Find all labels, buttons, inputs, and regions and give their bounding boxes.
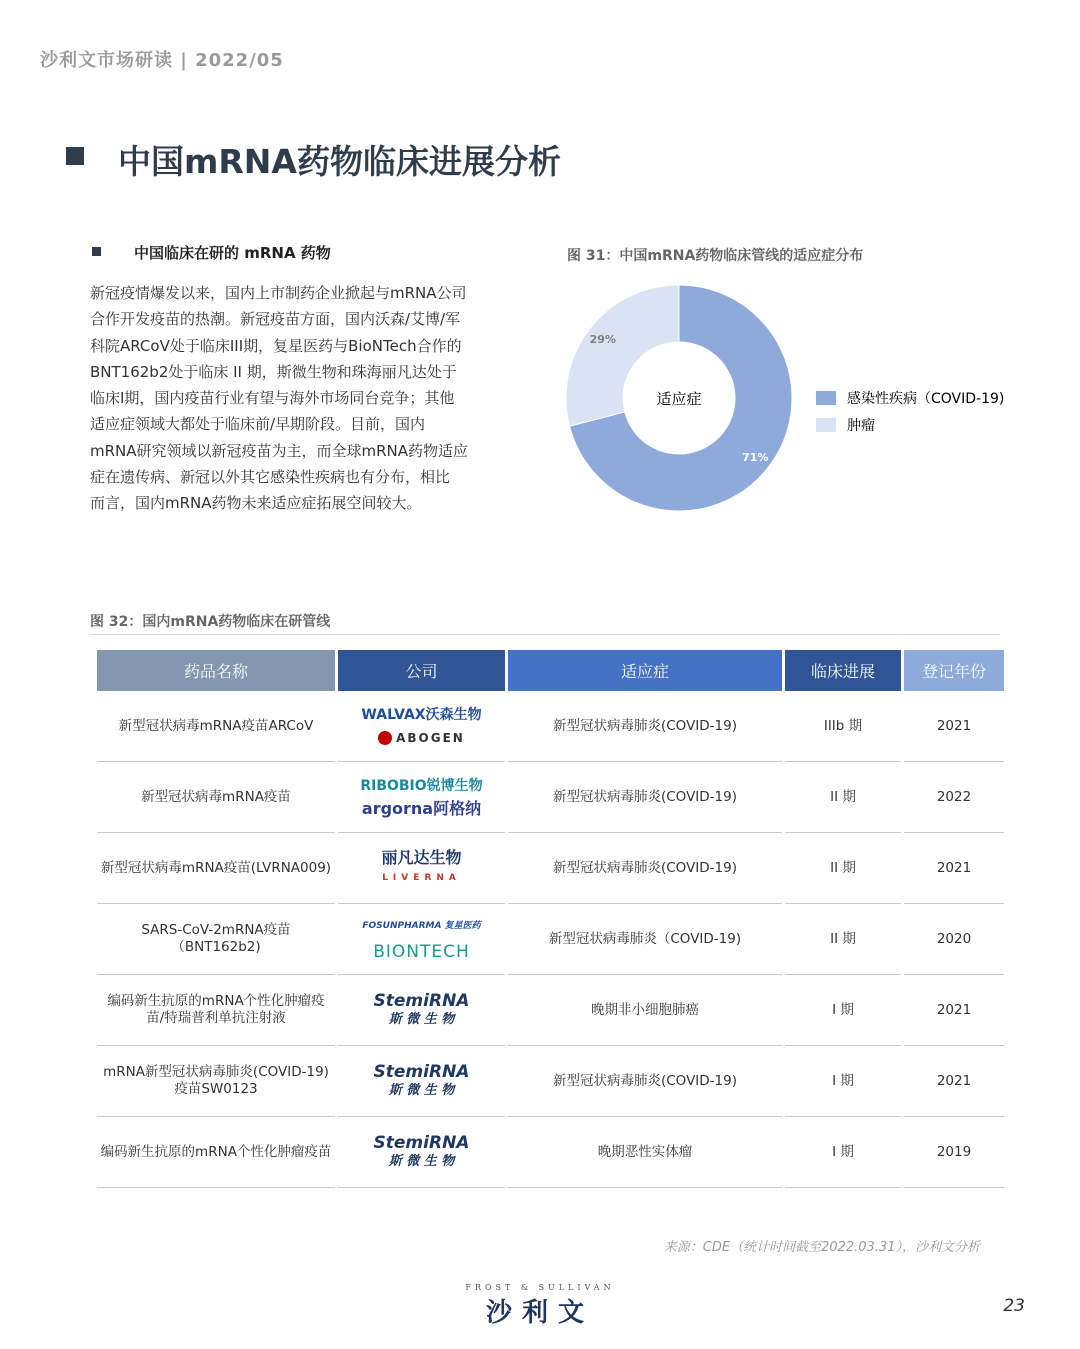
company-logos [338,833,505,904]
drug-name: 编码新生抗原的mRNA个性化肿瘤疫苗/特瑞普利单抗注射液 [97,975,335,1046]
company-logo-walvax: WALVAX沃森生物 [361,706,482,723]
company-logo-stemirna: StemiRNA [373,1132,470,1153]
company-logos [338,904,505,975]
drug-name: 新型冠状病毒mRNA疫苗(LVRNA009) [97,833,335,904]
body-paragraph [90,280,500,517]
indication: 新型冠状病毒肺炎(COVID-19) [508,833,782,904]
paragraph-line: 症在遗传病、新冠以外其它感染性疾病也有分布，相比 [90,468,451,487]
clinical-phase: I 期 [785,1046,901,1117]
table-header-row [97,650,1004,691]
title-square-icon [66,147,84,165]
company-logo-stemirna: StemiRNA [373,1061,470,1082]
page-number: 23 [1003,1296,1025,1316]
company-logo-ribobio: RIBOBIO锐博生物 [360,777,483,794]
table-row [97,1046,1004,1117]
slice-label-infectious: 71% [742,451,769,465]
indication: 新型冠状病毒肺炎（COVID-19) [508,904,782,975]
paragraph-line: 科院ARCoV处于临床III期，复星医药与BioNTech合作的 [90,336,462,355]
company-logo-argorna: argorna阿格纳 [361,798,482,818]
registration-year: 2021 [904,691,1004,762]
slice-label-tumor: 29% [589,332,616,346]
registration-year: 2019 [904,1117,1004,1188]
caption-divider [90,634,1000,635]
indication: 新型冠状病毒肺炎(COVID-19) [508,691,782,762]
registration-year: 2022 [904,762,1004,833]
section-square-icon [92,247,101,256]
clinical-phase: II 期 [785,904,901,975]
header-company: 公司 [338,650,505,691]
company-logo-fosun: FOSUNPHARMA 复星医药 [362,921,481,931]
drug-name: 编码新生抗原的mRNA个性化肿瘤疫苗 [97,1117,335,1188]
company-logo-liverna-cn: 丽凡达生物 [381,848,462,867]
donut-center-label: 适应症 [656,390,702,408]
header-indication: 适应症 [508,650,782,691]
registration-year: 2021 [904,1046,1004,1117]
company-logos [338,762,505,833]
registration-year: 2021 [904,975,1004,1046]
drug-name: 新型冠状病毒mRNA疫苗ARCoV [97,691,335,762]
header-drug: 药品名称 [97,650,335,691]
figure31-caption: 图 31：中国mRNA药物临床管线的适应症分布 [567,248,864,264]
table-row [97,762,1004,833]
footer-logo [0,1283,1080,1329]
company-logo-stemirna-cn: 斯 微 生 物 [388,1153,455,1169]
table-row [97,904,1004,975]
header-phase: 临床进展 [785,650,901,691]
footer-brand-en: FROST & SULLIVAN [465,1283,615,1292]
legend-swatch-tumor [816,418,836,432]
company-logo-biontech: BIONTECH [373,942,470,962]
clinical-phase: I 期 [785,1117,901,1188]
source-note: 来源：CDE（统计时间截至2022.03.31），沙利文分析 [663,1240,980,1255]
company-logo-stemirna-cn: 斯 微 生 物 [388,1011,455,1027]
indication: 晚期恶性实体瘤 [508,1117,782,1188]
figure32-caption: 图 32：国内mRNA药物临床在研管线 [90,614,331,630]
company-logo-stemirna-cn: 斯 微 生 物 [388,1082,455,1098]
clinical-phase: I 期 [785,975,901,1046]
company-logos [338,1117,505,1188]
clinical-phase: IIIb 期 [785,691,901,762]
clinical-phase: II 期 [785,762,901,833]
paragraph-line: 新冠疫情爆发以来，国内上市制药企业掀起与mRNA公司 [90,284,467,302]
paragraph-line: BNT162b2处于临床 II 期，斯微生物和珠海丽凡达处于 [90,362,457,381]
paragraph-line: 临床I期，国内疫苗行业有望与海外市场同台竞争；其他 [90,389,455,408]
company-logos [338,1046,505,1117]
table-row [97,975,1004,1046]
registration-year: 2020 [904,904,1004,975]
company-logo-stemirna: StemiRNA [373,990,470,1011]
paragraph-line: 适应症领域大都处于临床前/早期阶段。目前，国内 [90,415,426,434]
drug-name: mRNA新型冠状病毒肺炎(COVID-19)疫苗SW0123 [97,1046,335,1117]
company-logos [338,975,505,1046]
paragraph-line: 合作开发疫苗的热潮。新冠疫苗方面，国内沃森/艾博/军 [90,310,461,329]
paragraph-line: mRNA研究领域以新冠疫苗为主，而全球mRNA药物适应 [90,441,469,460]
indication: 新型冠状病毒肺炎(COVID-19) [508,762,782,833]
company-logo-liverna: LIVERNA [382,873,461,883]
legend-label-tumor: 肿瘤 [847,418,875,434]
registration-year: 2021 [904,833,1004,904]
indication: 晚期非小细胞肺癌 [508,975,782,1046]
report-header: 沙利文市场研读 | 2022/05 [40,50,284,71]
header-year: 登记年份 [904,650,1004,691]
indication: 新型冠状病毒肺炎(COVID-19) [508,1046,782,1117]
table-row [97,833,1004,904]
drug-name: 新型冠状病毒mRNA疫苗 [97,762,335,833]
paragraph-line: 而言，国内mRNA药物未来适应症拓展空间较大。 [90,494,422,513]
legend-label-infectious: 感染性疾病（COVID-19) [847,391,1005,407]
drug-name: SARS-CoV-2mRNA疫苗（BNT162b2) [97,904,335,975]
abogen-logo-icon [378,731,392,745]
donut-chart [560,280,1020,520]
company-logos [338,691,505,762]
company-logo-abogen: ABOGEN [378,729,465,747]
page-title: 中国mRNA药物临床进展分析 [118,142,561,181]
footer-brand-cn: 沙利文 [485,1298,594,1328]
section-title: 中国临床在研的 mRNA 药物 [134,244,331,262]
clinical-phase: II 期 [785,833,901,904]
pipeline-table [94,650,1007,1188]
table-row [97,1117,1004,1188]
table-row [97,691,1004,762]
legend-swatch-infectious [816,391,836,405]
